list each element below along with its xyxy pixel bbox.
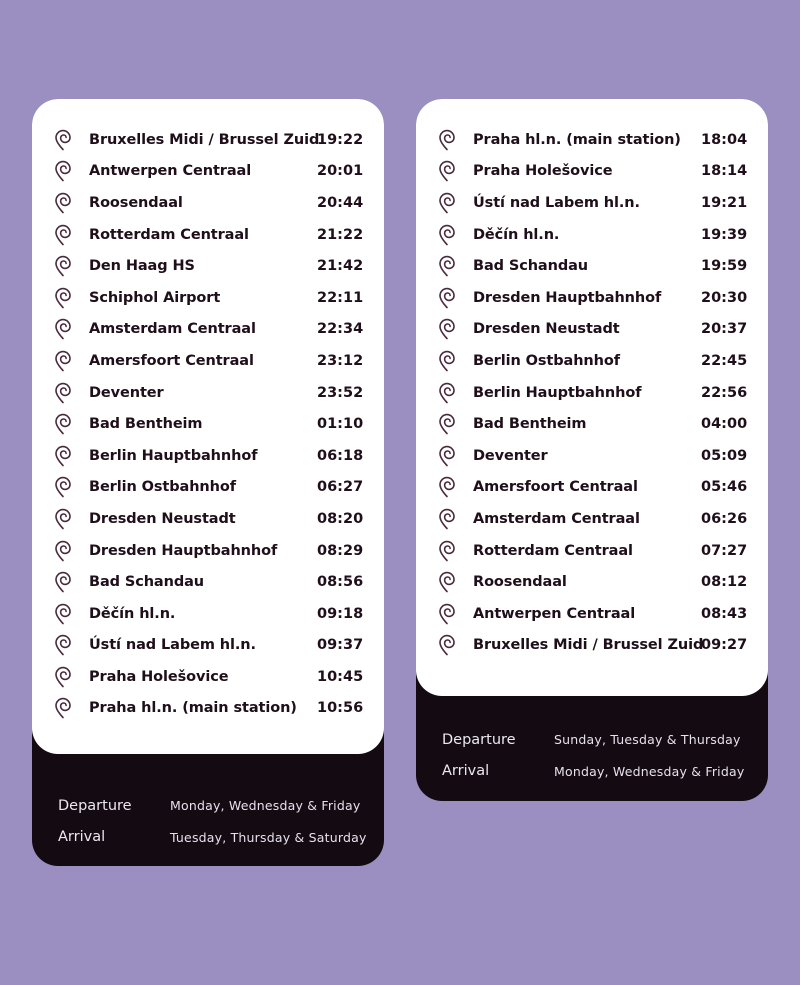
stop-time: 21:22 xyxy=(317,226,364,243)
location-pin-icon xyxy=(438,603,456,625)
stop-row xyxy=(32,566,384,598)
station-name: Amersfoort Centraal xyxy=(473,479,638,496)
location-pin-icon xyxy=(54,224,72,246)
stop-time: 08:43 xyxy=(701,605,748,622)
stop-row xyxy=(416,250,768,282)
stop-row xyxy=(416,282,768,314)
station-name: Antwerpen Centraal xyxy=(89,163,252,180)
stop-row xyxy=(32,282,384,314)
station-name: Dresden Hauptbahnhof xyxy=(473,289,662,306)
stop-row xyxy=(416,440,768,472)
location-pin-icon xyxy=(438,445,456,467)
stop-time: 23:12 xyxy=(317,352,364,369)
stop-row xyxy=(32,693,384,725)
stop-list xyxy=(32,99,384,754)
location-pin-icon xyxy=(438,224,456,246)
stop-time: 23:52 xyxy=(317,384,364,401)
stop-row xyxy=(32,187,384,219)
stop-row xyxy=(416,566,768,598)
station-name: Schiphol Airport xyxy=(89,289,221,306)
stop-row xyxy=(416,124,768,156)
stop-row xyxy=(416,535,768,567)
arrival-days: Monday, Wednesday & Friday xyxy=(554,763,745,779)
station-name: Dresden Neustadt xyxy=(473,321,620,338)
station-name: Děčín hl.n. xyxy=(89,605,176,622)
location-pin-icon xyxy=(438,508,456,530)
stop-row xyxy=(32,503,384,535)
station-name: Berlin Hauptbahnhof xyxy=(89,447,258,464)
timetable-card-outbound xyxy=(32,99,384,866)
arrival-label: Arrival xyxy=(58,829,106,846)
stop-time: 19:39 xyxy=(701,226,748,243)
arrival-row xyxy=(58,822,384,854)
location-pin-icon xyxy=(54,192,72,214)
stop-row xyxy=(416,408,768,440)
location-pin-icon xyxy=(54,603,72,625)
location-pin-icon xyxy=(54,287,72,309)
location-pin-icon xyxy=(438,540,456,562)
stop-time: 05:09 xyxy=(701,447,748,464)
stop-row xyxy=(32,472,384,504)
station-name: Rotterdam Centraal xyxy=(473,542,633,559)
stop-row xyxy=(32,630,384,662)
stop-row xyxy=(32,156,384,188)
stop-time: 08:12 xyxy=(701,574,748,591)
stop-row xyxy=(32,314,384,346)
station-name: Ústí nad Labem hl.n. xyxy=(89,637,256,654)
location-pin-icon xyxy=(438,255,456,277)
location-pin-icon xyxy=(54,129,72,151)
stop-time: 08:56 xyxy=(317,574,364,591)
stop-time: 05:46 xyxy=(701,479,748,496)
stop-time: 08:20 xyxy=(317,510,364,527)
stop-time: 04:00 xyxy=(701,416,748,433)
stop-row xyxy=(416,377,768,409)
departure-label: Departure xyxy=(442,731,516,748)
location-pin-icon xyxy=(54,382,72,404)
location-pin-icon xyxy=(438,571,456,593)
station-name: Praha hl.n. (main station) xyxy=(89,700,297,717)
stop-row xyxy=(416,156,768,188)
location-pin-icon xyxy=(54,666,72,688)
station-name: Berlin Hauptbahnhof xyxy=(473,384,642,401)
stop-time: 22:56 xyxy=(701,384,748,401)
location-pin-icon xyxy=(54,160,72,182)
departure-row xyxy=(58,790,384,822)
stop-row xyxy=(32,535,384,567)
departure-row xyxy=(442,724,768,756)
stop-time: 20:37 xyxy=(701,321,748,338)
stop-row xyxy=(416,503,768,535)
stop-time: 07:27 xyxy=(701,542,748,559)
stop-row xyxy=(32,124,384,156)
departure-days: Monday, Wednesday & Friday xyxy=(170,798,361,814)
station-name: Praha hl.n. (main station) xyxy=(473,131,681,148)
station-name: Bruxelles Midi / Brussel Zuid xyxy=(89,131,320,148)
location-pin-icon xyxy=(438,634,456,656)
timetable-card-return xyxy=(416,99,768,801)
stop-row xyxy=(416,598,768,630)
location-pin-icon xyxy=(54,445,72,467)
stop-row xyxy=(416,314,768,346)
station-name: Dresden Neustadt xyxy=(89,510,236,527)
location-pin-icon xyxy=(438,287,456,309)
station-name: Roosendaal xyxy=(89,194,183,211)
arrival-days: Tuesday, Thursday & Saturday xyxy=(170,829,367,845)
stop-row xyxy=(32,408,384,440)
location-pin-icon xyxy=(54,508,72,530)
location-pin-icon xyxy=(438,350,456,372)
location-pin-icon xyxy=(54,571,72,593)
stop-row xyxy=(416,219,768,251)
station-name: Deventer xyxy=(473,447,548,464)
stop-time: 20:01 xyxy=(317,163,364,180)
stop-row xyxy=(32,219,384,251)
stop-time: 10:45 xyxy=(317,668,364,685)
station-name: Den Haag HS xyxy=(89,258,195,275)
station-name: Amsterdam Centraal xyxy=(89,321,256,338)
station-name: Antwerpen Centraal xyxy=(473,605,636,622)
stop-time: 20:44 xyxy=(317,194,364,211)
stop-time: 08:29 xyxy=(317,542,364,559)
stop-row xyxy=(32,440,384,472)
location-pin-icon xyxy=(438,413,456,435)
departure-label: Departure xyxy=(58,797,132,814)
location-pin-icon xyxy=(438,192,456,214)
stop-row xyxy=(416,630,768,662)
stop-time: 18:14 xyxy=(701,163,748,180)
stop-row xyxy=(32,345,384,377)
stop-time: 22:11 xyxy=(317,289,364,306)
station-name: Ústí nad Labem hl.n. xyxy=(473,194,640,211)
stop-time: 01:10 xyxy=(317,416,364,433)
stop-time: 09:18 xyxy=(317,605,364,622)
station-name: Děčín hl.n. xyxy=(473,226,560,243)
arrival-label: Arrival xyxy=(442,763,490,780)
station-name: Dresden Hauptbahnhof xyxy=(89,542,278,559)
station-name: Deventer xyxy=(89,384,164,401)
station-name: Bad Bentheim xyxy=(473,416,587,433)
station-name: Bad Bentheim xyxy=(89,416,203,433)
station-name: Praha Holešovice xyxy=(473,163,613,180)
location-pin-icon xyxy=(438,160,456,182)
location-pin-icon xyxy=(438,318,456,340)
location-pin-icon xyxy=(438,129,456,151)
stop-time: 09:37 xyxy=(317,637,364,654)
stop-time: 09:27 xyxy=(701,637,748,654)
location-pin-icon xyxy=(54,318,72,340)
schedule-info xyxy=(32,754,384,853)
station-name: Berlin Ostbahnhof xyxy=(89,479,236,496)
stop-time: 19:59 xyxy=(701,258,748,275)
station-name: Rotterdam Centraal xyxy=(89,226,249,243)
location-pin-icon xyxy=(54,697,72,719)
stop-time: 21:42 xyxy=(317,258,364,275)
stop-time: 06:26 xyxy=(701,510,748,527)
location-pin-icon xyxy=(54,413,72,435)
stop-row xyxy=(416,472,768,504)
station-name: Praha Holešovice xyxy=(89,668,229,685)
stop-row xyxy=(416,345,768,377)
stop-time: 10:56 xyxy=(317,700,364,717)
stop-row xyxy=(32,598,384,630)
station-name: Amsterdam Centraal xyxy=(473,510,640,527)
stop-time: 06:27 xyxy=(317,479,364,496)
arrival-row xyxy=(442,756,768,788)
stop-row xyxy=(416,187,768,219)
stop-time: 18:04 xyxy=(701,131,748,148)
departure-days: Sunday, Tuesday & Thursday xyxy=(554,732,741,748)
location-pin-icon xyxy=(54,255,72,277)
stop-time: 19:22 xyxy=(317,131,364,148)
station-name: Bruxelles Midi / Brussel Zuid xyxy=(473,637,704,654)
stop-time: 22:34 xyxy=(317,321,364,338)
location-pin-icon xyxy=(54,634,72,656)
location-pin-icon xyxy=(438,476,456,498)
location-pin-icon xyxy=(54,350,72,372)
station-name: Roosendaal xyxy=(473,574,567,591)
stop-row xyxy=(32,661,384,693)
stop-row xyxy=(32,377,384,409)
station-name: Berlin Ostbahnhof xyxy=(473,352,620,369)
station-name: Amersfoort Centraal xyxy=(89,352,254,369)
stop-time: 19:21 xyxy=(701,194,748,211)
location-pin-icon xyxy=(54,540,72,562)
location-pin-icon xyxy=(438,382,456,404)
station-name: Bad Schandau xyxy=(89,574,205,591)
stop-row xyxy=(32,250,384,282)
stop-list xyxy=(416,99,768,696)
stop-time: 20:30 xyxy=(701,289,748,306)
stop-time: 22:45 xyxy=(701,352,748,369)
schedule-info xyxy=(416,696,768,787)
stop-time: 06:18 xyxy=(317,447,364,464)
location-pin-icon xyxy=(54,476,72,498)
station-name: Bad Schandau xyxy=(473,258,589,275)
